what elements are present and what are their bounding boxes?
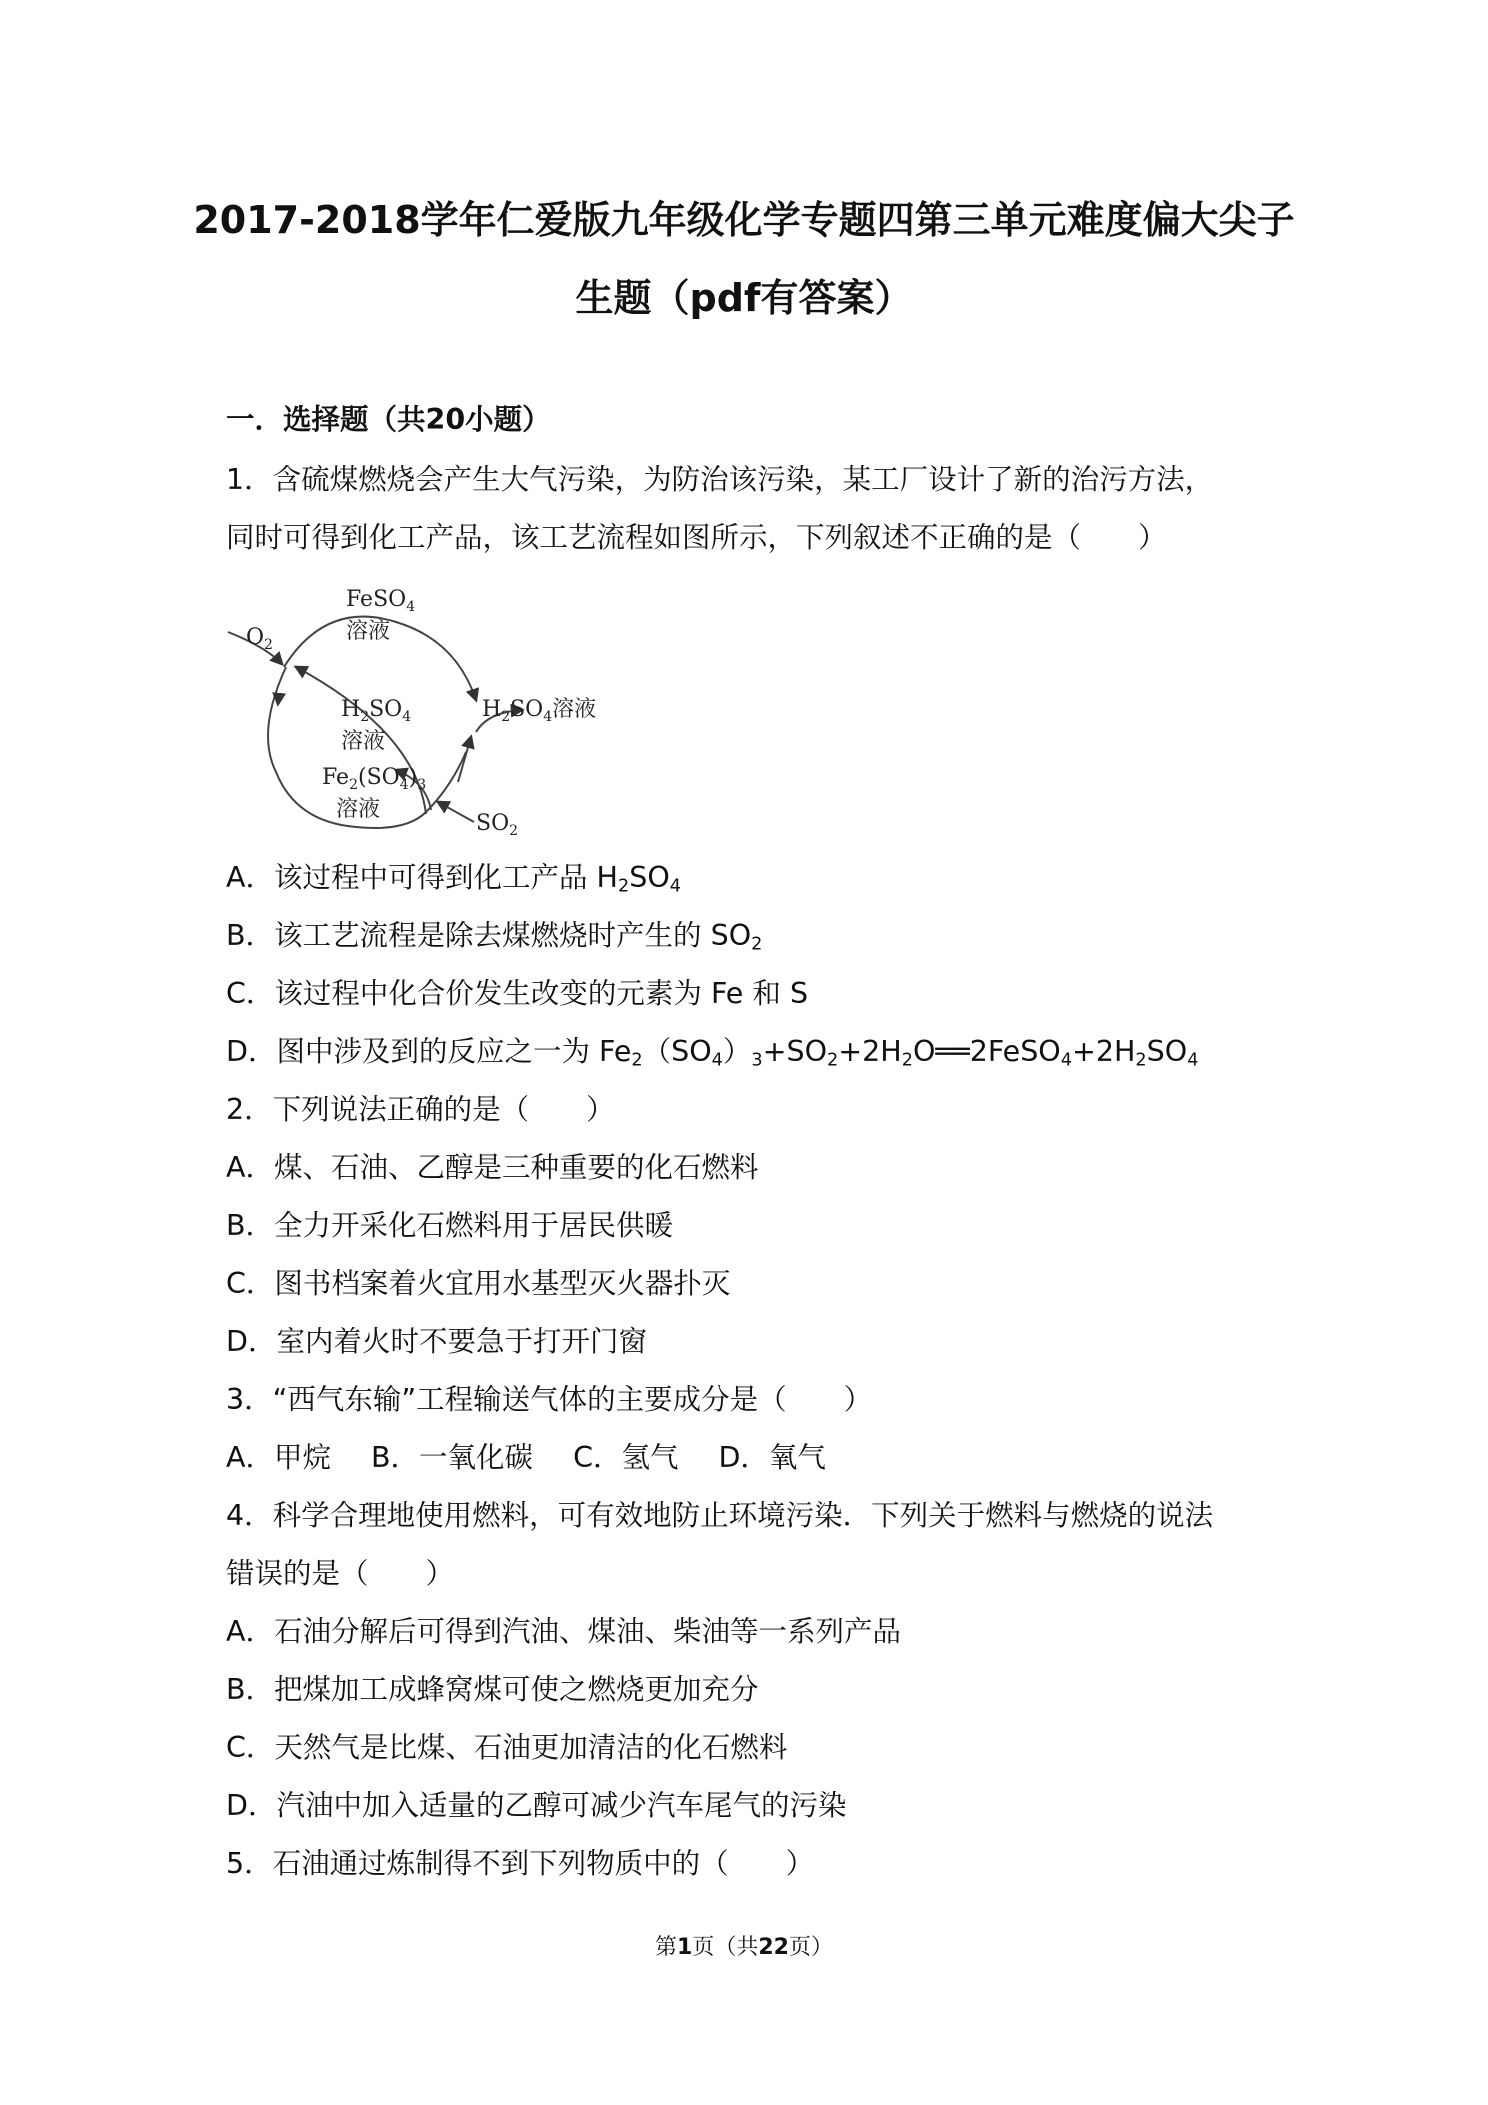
question-4-option-a: A．石油分解后可得到汽油、煤油、柴油等一系列产品 bbox=[226, 1615, 901, 1648]
cycle-arc-right-up bbox=[458, 737, 471, 782]
question-3-option-b: B．一氧化碳 bbox=[371, 1441, 534, 1474]
question-3-option-a: A．甲烷 bbox=[226, 1441, 331, 1474]
process-flow-svg bbox=[226, 582, 616, 840]
question-4-option-b: B．把煤加工成蜂窝煤可使之燃烧更加充分 bbox=[226, 1673, 759, 1706]
question-1-stem-line-1: 1．含硫煤燃烧会产生大气污染，为防治该污染，某工厂设计了新的治污方法， bbox=[226, 463, 1214, 496]
question-4-stem-line-2: 错误的是（ ） bbox=[226, 1557, 455, 1590]
question-2-stem: 2．下列说法正确的是（ ） bbox=[226, 1093, 615, 1126]
question-1-option-c: C．该过程中化合价发生改变的元素为 Fe 和 S bbox=[226, 977, 809, 1010]
o2-label: $O_2$ bbox=[246, 625, 273, 653]
page-number: 1 bbox=[677, 1935, 693, 1960]
question-3-option-d: D．氧气 bbox=[718, 1441, 826, 1474]
question-1-option-b: B．该工艺流程是除去煤燃烧时产生的 $SO_2$ bbox=[226, 919, 763, 955]
question-3-options bbox=[226, 1438, 866, 1478]
h2so4-output-label: $H_2SO_4$溶液 bbox=[482, 697, 597, 725]
h2so4-inner-solution-label: 溶液 bbox=[341, 729, 386, 754]
h2so4-inner-label: $H_2SO_4$ bbox=[341, 697, 412, 725]
question-2-option-d: D．室内着火时不要急于打开门窗 bbox=[226, 1325, 647, 1358]
question-1-option-d: D．图中涉及到的反应之一为 $Fe_2(SO_4)_3+SO_2+2H_2O══2FeSO_4+2H_2SO_4$ bbox=[226, 1035, 1199, 1071]
question-5-stem: 5．石油通过炼制得不到下列物质中的（ ） bbox=[226, 1847, 815, 1880]
cycle-arc-left-arrow bbox=[278, 694, 279, 704]
question-1-option-a: A．该过程中可得到化工产品 $H_2SO_4$ bbox=[226, 861, 681, 897]
feso4-solution-label: 溶液 bbox=[346, 619, 391, 644]
question-3-stem: 3．“西气东输”工程输送气体的主要成分是（ ） bbox=[226, 1383, 873, 1416]
feso4-label: FeSO$_4$ bbox=[346, 587, 416, 615]
document-title-line-2: 生题（pdf有答案） bbox=[575, 276, 913, 320]
question-2-option-c: C．图书档案着火宜用水基型灭火器扑灭 bbox=[226, 1267, 731, 1300]
total-pages: 22 bbox=[758, 1935, 789, 1960]
question-4-stem-line-1: 4．科学合理地使用燃料，可有效地防止环境污染．下列关于燃料与燃烧的说法 bbox=[226, 1499, 1214, 1532]
so2-label: $SO_2$ bbox=[476, 811, 519, 839]
page-footer: 第1页（共22页） bbox=[655, 1935, 833, 1960]
process-flow-diagram bbox=[226, 582, 616, 840]
question-3-option-c: C．氢气 bbox=[573, 1441, 679, 1474]
question-4-option-c: C．天然气是比煤、石油更加清洁的化石燃料 bbox=[226, 1731, 788, 1764]
question-1-stem-line-2: 同时可得到化工产品，该工艺流程如图所示，下列叙述不正确的是（ ） bbox=[226, 521, 1167, 554]
fe2so43-solution-label: 溶液 bbox=[336, 797, 381, 822]
document-title-line-1: 2017-2018学年仁爱版九年级化学专题四第三单元难度偏大尖子 bbox=[193, 198, 1295, 242]
question-4-option-d: D．汽油中加入适量的乙醇可减少汽车尾气的污染 bbox=[226, 1789, 847, 1822]
question-2-option-a: A．煤、石油、乙醇是三种重要的化石燃料 bbox=[226, 1151, 759, 1184]
section-heading: 一．选择题（共20小题） bbox=[226, 403, 551, 436]
fe2so43-label: $Fe_2(SO_4)_3$ bbox=[322, 765, 427, 793]
so2-input-arrow bbox=[438, 802, 474, 822]
question-2-option-b: B．全力开采化石燃料用于居民供暖 bbox=[226, 1209, 674, 1242]
